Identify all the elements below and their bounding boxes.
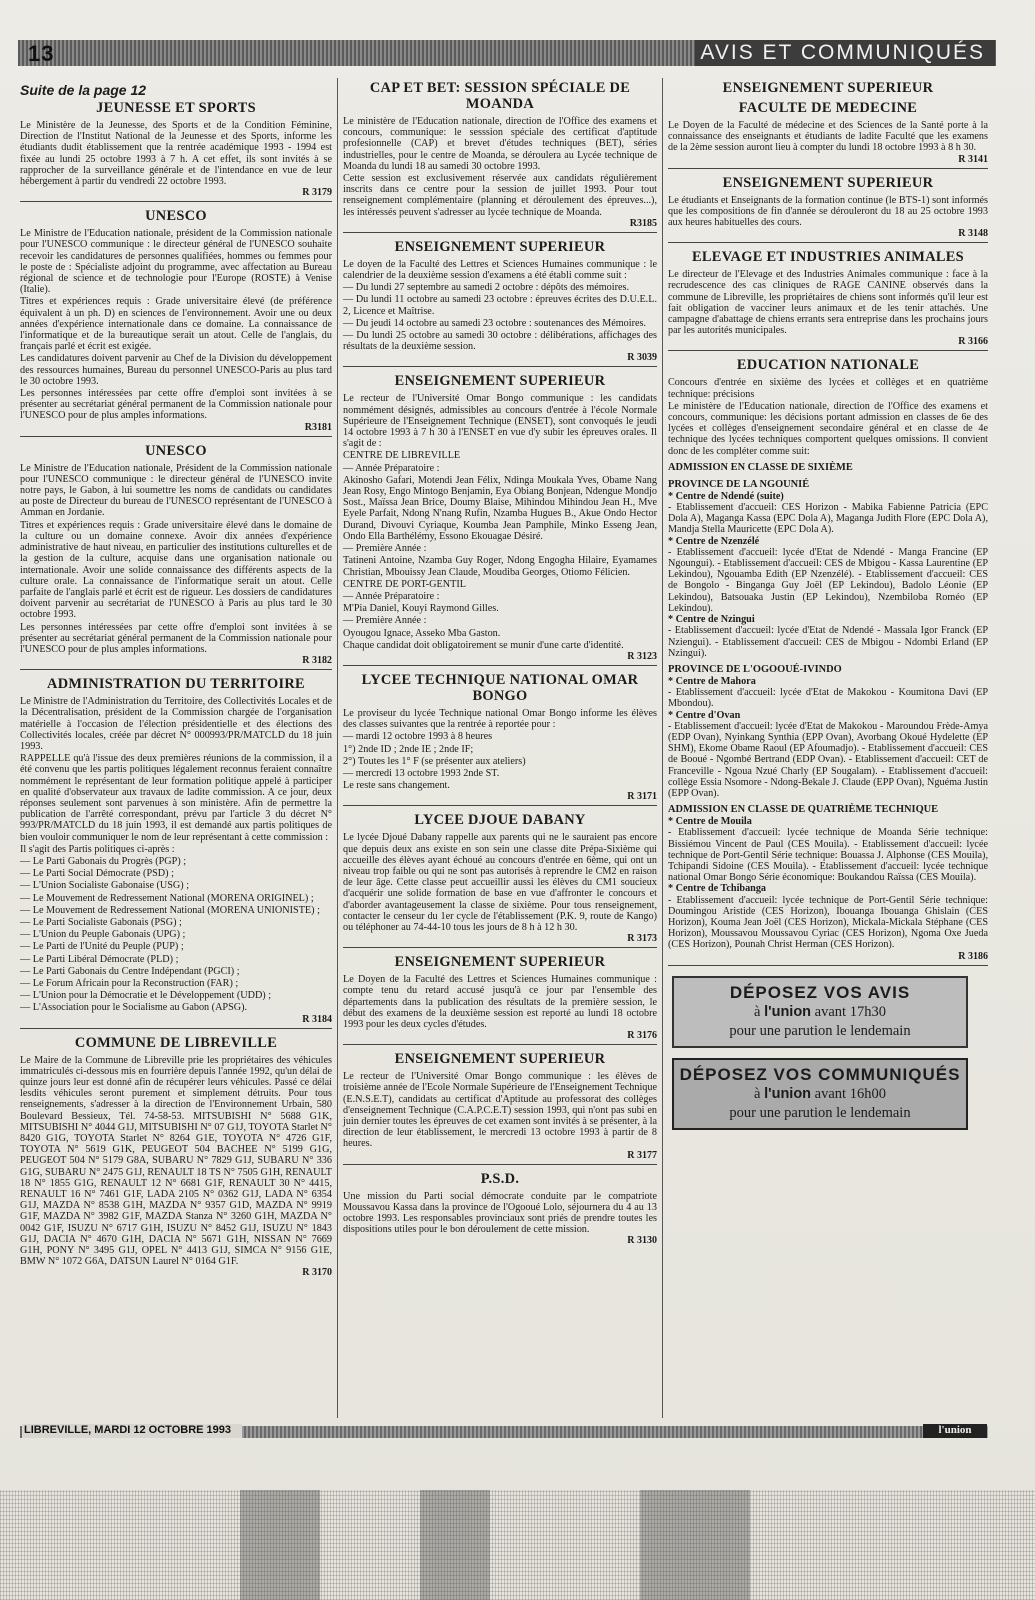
- article-body: Le proviseur du lycée Technique national Omar Bongo informe les élèves des classes suivantes que la rentrée à reportée pour :: [343, 707, 657, 731]
- ad-box-communiques: [672, 1058, 968, 1130]
- ad-note: pour une parution le lendemain: [729, 1022, 911, 1039]
- column-rule: [662, 78, 663, 1418]
- article-body: Cette session est exclusivement réservée aux candidats régulièrement inscrits dans ce centre pour la session de juillet 1993. Pour tout renseignement complémentaire (planning et déroulement des épreuves...), les intéressés peuvent s'adresser au lycée technique de Moanda.: [343, 173, 657, 218]
- brand-name: l'union: [764, 1085, 812, 1102]
- ad-deadline: à l'union avant 17h30: [754, 1003, 886, 1020]
- article-title: ENSEIGNEMENT SUPERIEUR: [394, 238, 606, 255]
- article-body: Le recteur de l'Université Omar Bongo communique : les candidats nommément désignés, admissibles au concours d'entrée à l'école Normale Supérieure de l'Enseignement Technique (ENSET), sont convoqués le jeudi 14 octobre 1993 à 7 h 30 à l'ENSET en vue d'y subir les épreuves orales. Il s'agit de :: [343, 393, 657, 450]
- list-item: Akinosho Gafari, Motendi Jean Félix, Ndinga Moukala Yves, Obame Nang Jean Rosy, Engo Mintogo Benjamin, Eya Obiang Bonjean, Ndengue Mondjo Sost., Maïssa Jean Brice, Doumy Blaise, Mihindou Mihindou Jean H., Mve Eyele Parfait, Ndong N'nang Rufin, Nzamba Hugues B., Akue Ondo Hector Durand, Divouvi Cyriaque, Koumba Jean Pamphile, Minko Esseng Jean, Ondo Ella Barthélémy, Essono Ekouagae Désiré.: [343, 474, 657, 542]
- article-title: ELEVAGE ET INDUSTRIES ANIMALES: [692, 249, 964, 266]
- article-body: Le Doyen de la Faculté des Lettres et Sciences Humaines communique : compte tenu du retard accusé jusqu'à ce jour par l'ensemble des départements dans la publication des résultats de la première session, le début des examens de la deuxième session est reporté au lundi 18 octobre 1993 pour les deux cycles d'études.: [343, 974, 657, 1030]
- scan-band: [420, 1490, 490, 1600]
- article-ref: R 3171: [627, 791, 657, 803]
- article-body: RAPPELLE qu'à l'issue des deux premières réunions de la commission, il a été convenu que les partis politiques légalement reconnus feraient connaître nommément le représentant de leur formation politique appelé à participer en qualité d'observateur aux travaux de ladite commission. A ce jour, deux réponses seulement sont parvenues à son ministère. Afin de permettre la publication de l'arrêté correspondant, prévu par l'article 3 du décret N° 993/PR/MATCLD du 18 juin 1993, il est demandé aux partis politiques de bien vouloir communiquer le nom de leur représentant à cette commission :: [20, 753, 332, 843]
- article-ref: R 3173: [627, 933, 657, 945]
- list-item: — L'Association pour le Socialisme au Gabon (APSG).: [20, 1002, 248, 1014]
- article-body: Le Ministère de la Jeunesse, des Sports et de la Condition Féminine, Direction de l'Institut National de la Jeunesse et des Sports, informe les étudiants dudit établissement que la rentrée académique 1993 - 1994 est fixée au lundi 25 octobre 1993 à 7 h. A cet effet, ils sont invités à se rapprocher de la surveillance générale et de l'intendance en vue de leur hébergement à partir du vendredi 22 octobre 1993.: [20, 120, 332, 188]
- article-ref: R 3176: [627, 1030, 657, 1042]
- article-ref: R 3141: [958, 153, 988, 165]
- ad-box-avis: [672, 976, 968, 1048]
- ad-headline: DÉPOSEZ VOS COMMUNIQUÉS: [679, 1064, 961, 1084]
- list-item: Oyougou Ignace, Asseko Mba Gaston.: [343, 627, 501, 639]
- list-item: — L'Union Socialiste Gabonaise (USG) ;: [20, 880, 190, 892]
- article-lycee-djoue-dabany: [343, 812, 657, 948]
- article-body: Les personnes intéressées par cette offre d'emploi sont invitées à se présenter au secrétariat général permanent de la Commission nationale pour l'UNESCO pour de plus amples informations.: [20, 621, 332, 655]
- list-item: — L'Union pour la Démocratie et le Développement (UDD) ;: [20, 990, 272, 1002]
- list-item: — Année Préparatoire :: [343, 462, 440, 474]
- centre-heading: * Centre de Nzingui: [668, 614, 755, 626]
- article-ref: R 3177: [627, 1149, 657, 1161]
- article-body: Le étudiants et Enseignants de la formation continue (le BTS-1) sont informés que les compositions de fin d'année se dérouleront du 18 au 25 octobre 1993 aux heures habituelles des cours.: [668, 194, 988, 229]
- centre-body: - Etablissement d'accueil: CES Horizon - Mabika Fabienne Patricia (EPC Dola A), Maganga Kassa (EPC Dola A), Maganga Judith Flore (EPC Dola A), Mandja Stella Mauricette (EPC Dola A).: [668, 502, 988, 536]
- list-item: — Année Préparatoire :: [343, 590, 440, 602]
- footer-dateline: LIBREVILLE, MARDI 12 OCTOBRE 1993: [22, 1424, 242, 1438]
- list-item: — mercredi 13 octobre 1993 2nde ST.: [343, 767, 500, 779]
- article-title: ENSEIGNEMENT SUPERIEUR: [394, 1051, 606, 1068]
- list-item: Le reste sans changement.: [343, 780, 450, 792]
- article-body: Le ministère de l'Education nationale, direction de l'Office des examens et concours, communique: le sesssion spéciale des certificat d'aptitude profesionnelle (CAP) et brevet d'études techniques (BET), séries industrielles, pour le centre de Moanda, se déroulera au Lycée technique de Moanda du lundi 18 au samedi 30 octobre 1993.: [343, 116, 657, 172]
- list-item: — Le Parti de l'Unité du Peuple (PUP) ;: [20, 941, 184, 953]
- article-body: Titres et expériences requis : Grade universitaire élevé dans le domaine de la culture ou un domaine connexe. Avoir dix années d'expérience administrative de haut niveau, en particulier des institutions culturelles et de la gestion de la culture, acquise dans une organisation nationale ou internationale. Avoir une solide connaissance des différents aspects de la culture orale. La connaissance de l'informatique serait un atout. Celle parfaite de l'anglais parlé et écrit est de rigueur. Les dossiers de candidatures doivent parvenir au secrétariat de l'UNESCO à Paris au plus tard le 30 octobre 1993.: [20, 519, 332, 621]
- article-body: Une mission du Parti social démocrate conduite par le compatriote Moussavou Kassa dans la province de l'Ogooué Lolo, séjournera du 4 au 13 octobre 1993. Les responsables provinciaux sont priés de prendre toutes les dispositions utiles pour le bon déroulement de cette mission.: [343, 1190, 657, 1236]
- article-body: Le Doyen de la Faculté de médecine et des Sciences de la Santé porte à la connaissance des enseignants et étudiants de ladite Faculté que les examens de la 2ème session auront lieu à compter du lundi 18 octobre 1993 à 8 h 30.: [668, 120, 988, 154]
- section-rubric: AVIS ET COMMUNIQUÉS: [695, 40, 995, 66]
- article-commune-libreville: [20, 1035, 332, 1282]
- article-enseignement-superieur-3: [343, 954, 657, 1045]
- centre-body: - Etablissement d'accueil: lycée d'Etat de Makokou - Koumitona Davi (EP Mbondou).: [668, 687, 988, 710]
- list-item: — Du lundi 27 septembre au samedi 2 octobre : dépôts des mémoires.: [343, 282, 630, 294]
- article-body: Le recteur de l'Université Omar Bongo communique : les élèves de troisième année de l'Ecole Normale Supérieure de l'Enseignement Technique (E.N.S.E.T), candidats au certificat d'Aptitude au professorat des collèges d'enseignement Technique (C.A.P.C.E.T) session 1993, qui n'ont pas subi en juin dernier toutes les épreuves de cet examen sont invités à se présenter, à la direction de leur établissement, le mercredi 13 octobre 1993 à partir de 8 heures.: [343, 1071, 657, 1150]
- list-item: — Le Parti Socialiste Gabonais (PSG) ;: [20, 916, 182, 928]
- article-body: Le Ministre de l'Education nationale, Président de la Commission nationale pour l'UNESCO communique : le directeur général de l'UNESCO invite notre pays, le Gabon, à lui soumettre les noms de candidats ou candidates au poste de Directeur du bureau de l'UNESCO représentant de l'UNESCO à Amman en Jordanie.: [20, 462, 332, 519]
- article-ref: R 3130: [627, 1235, 657, 1247]
- article-title: JEUNESSE ET SPORTS: [96, 100, 256, 116]
- list-item: — Première Année :: [343, 543, 427, 555]
- section-heading: PROVINCE DE LA NGOUNIÉ: [668, 478, 810, 490]
- article-subtitle: FACULTE DE MEDECINE: [738, 100, 918, 116]
- continuation-note: Suite de la page 12: [20, 82, 147, 98]
- list-item: Tatineni Antoine, Nzamba Guy Roger, Ndong Engogha Hilaire, Eyamames Christian, Mbouissy Jean Claude, Moudiba Georges, Otiomo Félicien.: [343, 555, 657, 578]
- list-item: — Le Parti Gabonais du Centre Indépendant (PGCI) ;: [20, 965, 240, 977]
- list-item: — Le Mouvement de Redressement National (MORENA ORIGINEL) ;: [20, 892, 314, 904]
- article-faculte-medecine: [668, 80, 988, 169]
- article-enseignement-superieur-1: [343, 239, 657, 368]
- article-body: Le Ministre de l'Administration du Territoire, des Collectivités Locales et de la Décentralisation, président de la Commission chargée de l'organisation matérielle à l'occasion de l'élection présidentielle et des élections des Collectivités locales, créée par décret N° 000993/PR/MATCLD du 18 juin 1993.: [20, 696, 332, 752]
- list-item: — Le Parti Libéral Démocrate (PLD) ;: [20, 953, 179, 965]
- article-title: UNESCO: [145, 442, 207, 459]
- centre-body: - Etablissement d'accueil: lycée d'Etat de Ndendé - Manga Francine (EP Ngoungui). - Etablissement d'accueil: CES de Mbigou - Kassa Laurentine (EP Lekindou), Ngouamba Edith (EP Nzenzélé). - Etablissement d'accueil: CES de Bongolo - Binganga Guy Joël (EP Lekindou), Badolo Léonie (EP Lekindou), Batsouaka Justin (EP Lekindou), Nzembiloba Roméo (EP Lekindou).: [668, 546, 988, 614]
- column-rule: [337, 78, 338, 1418]
- list-item: — Le Parti Social Démocrate (PSD) ;: [20, 868, 174, 880]
- ad-headline: DÉPOSEZ VOS AVIS: [729, 982, 911, 1002]
- article-body: Concours d'entrée en sixième des lycées et collèges et en quatrième technique: précisions: [668, 377, 988, 400]
- article-enseignement-superieur-4: [343, 1051, 657, 1164]
- article-title: COMMUNE DE LIBREVILLE: [74, 1034, 278, 1051]
- list-item: — Le Parti Gabonais du Progrès (PGP) ;: [20, 855, 187, 867]
- list-item: CENTRE DE LIBREVILLE: [343, 450, 461, 462]
- article-elevage: [668, 249, 988, 351]
- page-number: 13: [28, 41, 55, 66]
- article-ref: R 3184: [302, 1013, 332, 1025]
- section-heading: ADMISSION EN CLASSE DE QUATRIÈME TECHNIQUE: [668, 804, 939, 816]
- article-title: ADMINISTRATION DU TERRITOIRE: [47, 676, 305, 693]
- list-item: Chaque candidat doit obligatoirement se munir d'une carte d'identité.: [343, 639, 624, 651]
- article-title: ENSEIGNEMENT SUPERIEUR: [394, 373, 606, 390]
- scan-noise: [0, 1490, 1035, 1600]
- article-body: Le Maire de la Commune de Libreville prie les propriétaires des véhicules immatriculés ci-dessous mis en fourrière depuis l'année 1992, qu'un délai de quinze jours leur est donné afin de récupérer leurs véhicules. Passé ce délai lesdits véhicules seront purement et simplement détruits. Pour tous renseignements, s'adresser à la direction de l'Environnement Urbain, 580 Boulevard Bessieux, Tél. 74-58-53. MITSUBISHI N° 5688 G1K, MITSUBISHI N° 4044 G1J, MITSUBISHI N° 07 G1J, TOYOTA Starlet N° 8420 G1G, TOYOTA Starlet N° 8264 G1E, TOYOTA N° 4726 G1F, TOYOTA N° 5619 G1K, PEUGEOT 504 BACHEE N° 5199 G1G, PEUGEOT 504 N° 5179 G8A, SUBARU N° 7829 G1J, SUBARU N° 336 G1G, SUBARU N° 2475 G1J, RENAULT 18 TS N° 7505 G1H, RENAULT 18 N° 1855 G1G, RENAULT 12 N° 6681 G1F, RENAULT 30 N° 4415, RENAULT 16 N° 7461 G1F, LADA 2105 N° 0362 G1J, LADA N° 6354 G1J, MAZDA N° 8538 G1H, MAZDA N° 9357 G1D, MAZDA N° 9919 G1F, MAZDA N° 3982 G1F, MAZDA Stanza N° 3260 G1H, MAZDA N° 0042 G1F, ISUZU N° 6717 G1H, ISUZU N° 8452 G1J, ISUZU N° 1843 G1J, DACIA N° 4670 G1H, DACIA N° 5671 G1H, NISSAN N° 7669 G1H, PONY N° 3495 G1J, OPEL N° 4413 G1J, SIMCA N° 9156 G1E, BMW N° 1072 G6A, DATSUN Laurel N° 0164 G1F.: [20, 1054, 332, 1268]
- column-1: [20, 78, 332, 1287]
- list-item: — mardi 12 octobre 1993 à 8 heures: [343, 731, 493, 743]
- article-unesco-1: [20, 208, 332, 436]
- article-ref: R3185: [629, 217, 657, 229]
- article-ref: R 3182: [302, 655, 332, 667]
- article-jeunesse-sports: [20, 100, 332, 202]
- article-administration-territoire: [20, 676, 332, 1028]
- article-ref: R 3170: [302, 1267, 332, 1279]
- article-title: UNESCO: [145, 208, 207, 225]
- article-title: ENSEIGNEMENT SUPERIEUR: [722, 80, 934, 96]
- column-2: [343, 78, 657, 1255]
- centre-heading: * Centre de Ndendé (suite): [668, 490, 784, 502]
- article-body: Le ministère de l'Education nationale, direction de l'Office des examens et concours, communique: les décisions portant admission en classes de 6e des lycées et collèges d'enseignement secondaire général et en classe de 4e technique des lycées techniques comportent quelques omissions. Il convient donc de les compléter comme suit:: [668, 400, 988, 457]
- article-title: LYCEE TECHNIQUE NATIONAL OMAR BONGO: [361, 671, 639, 704]
- section-heading: ADMISSION EN CLASSE DE SIXIÈME: [668, 461, 853, 473]
- article-ref: R 3148: [958, 228, 988, 240]
- article-ref: R 3123: [627, 650, 657, 662]
- centre-heading: * Centre de Mahora: [668, 675, 756, 687]
- article-enseignement-superieur-2: [343, 373, 657, 665]
- centre-body: - Etablissement d'accueil: lycée technique de Moanda Série technique: Bissiémou Vincent de Paul (CES Mouila). - Etablissement d'accueil: lycée technique de Port-Gentil Série technique: Bouassa J. Alphonse (CES Mouila), Tchipandi Sidoine (CES Mouila). - Etablissement d'accueil: lycée technique national Omar Bongo Série économique: Boukandou Raïssa (CES Mouila).: [668, 827, 988, 884]
- article-body: Titres et expériences requis : Grade universitaire élevé (de préférence équivalent à un ph. D) en sciences de l'environnement. Avoir une ou deux années d'expérience internationale dans ce domaine. La connaissance de l'informatique et de la bureautique serait un atout. Celle de l'anglais, du français parlé et écrit est exigée.: [20, 296, 332, 353]
- article-title: LYCEE DJOUE DABANY: [414, 812, 586, 829]
- centre-body: - Etablissement d'accueil: lycée technique de Port-Gentil Série technique: Doumingou Aristide (CES Horizon), Ibouanga Ibouanga Ghislain (CES Horizon), Kouma Jean Joël (CES Horizon), Mickala-Mickala Stéphane (CES Horizon), Moussavou Moussavou Cyriac (CES Horizon), Ngoma Oxe Jueda (CES Horizon), Pounah Christ Herman (CES Horizon).: [668, 894, 988, 951]
- centre-heading: * Centre de Tchibanga: [668, 883, 767, 895]
- article-cap-bet: [343, 80, 657, 233]
- centre-heading: * Centre de Nzenzélé: [668, 535, 760, 547]
- list-item: — Le Forum Africain pour la Reconstruction (FAR) ;: [20, 978, 239, 989]
- article-enseignement-superieur-bts: [668, 175, 988, 244]
- list-item: 1°) 2nde ID ; 2nde IE ; 2nde IF;: [343, 743, 474, 755]
- list-item: — Du lundi 25 octobre au samedi 30 octobre : délibérations, affichages des résultats de la deuxième session.: [343, 330, 657, 353]
- list-item: — Du lundi 11 octobre au samedi 23 octobre : épreuves écrites des D.U.E.L. 2, Licence et Maîtrise.: [343, 294, 657, 317]
- scan-band: [240, 1490, 320, 1600]
- article-ref: R 3179: [302, 187, 332, 199]
- article-psd: [343, 1171, 657, 1250]
- article-title: EDUCATION NATIONALE: [736, 357, 920, 374]
- list-item: — Du jeudi 14 octobre au samedi 23 octobre : soutenances des Mémoires.: [343, 317, 646, 329]
- article-title: ENSEIGNEMENT SUPERIEUR: [394, 954, 606, 971]
- article-title: CAP ET BET: SESSION SPÉCIALE DE MOANDA: [369, 80, 631, 112]
- centre-body: - Etablissement d'accueil: lycée d'Etat de Makokou - Maroundou Frède-Amya (EDP Ovan), Nyinkang Synthia (EPP Ovan), Avorbang Okoué Hydelette (EP SHM), Ekome Obame Raoul (EP Afoumadjo). - Etablissement d'accueil: CES de Booué - Ngombé Bertrand (EDP Ovan). - Etablissement d'accueil: CET de Franceville - Ngoua Nzué Charly (EP Sougalam). - Etablissement d'accueil: collège Essia Nsomore - Ndong-Bekale J. Claude (EPP Ovan), Nguéma Justin (EPP Ovan).: [668, 720, 988, 799]
- ad-deadline: à l'union avant 16h00: [754, 1085, 886, 1102]
- article-body: Les candidatures doivent parvenir au Chef de la Division du développement des ressources humaines, Bureau du personnel UNESCO-Paris au plus tard le 30 octobre 1993.: [20, 353, 332, 387]
- list-item: CENTRE DE PORT-GENTIL: [343, 578, 466, 590]
- article-lycee-technique-omar-bongo: [343, 672, 657, 806]
- article-unesco-2: [20, 443, 332, 670]
- scan-band: [640, 1490, 750, 1600]
- list-item: — Première Année :: [343, 615, 427, 627]
- list-item: M'Pia Daniel, Kouyi Raymond Gilles.: [343, 603, 499, 615]
- article-title: P.S.D.: [480, 1170, 520, 1187]
- article-body: Les personnes intéressées par cette offre d'emploi sont invitées à se présenter au secrétariat général permanent de la Commission nationale pour l'UNESCO pour de plus amples informations.: [20, 388, 332, 422]
- column-3: [668, 78, 988, 1130]
- centre-heading: * Centre de Mouila: [668, 816, 752, 828]
- article-body: Le lycée Djoué Dabany rappelle aux parents qui ne le sauraient pas encore que depuis deux ans existe en son sein une classe dite Prépa-Sixième qui accueille des élèves ayant échoué au concours d'entrée en 6ème, qui ont un niveau trop faible ou qui ne sont pas autorisés à reprendre le CM2 en raison de leur âge. Cette classe peut accueillir aussi les élèves du CM1 soucieux d'acquérir une solide formation de base en vue d'affronter le concours et d'aborder avantageusement la classe de sixième. Pour tous renseignement, contacter le censeur du 1er cycle de l'établissement (P.K. 9, route de Kango) ou téléphoner au 74-44-10 tous les jours de 8 h à 12 h 30.: [343, 832, 657, 933]
- list-item: 2°) Toutes les 1° F (se présenter aux ateliers): [343, 755, 526, 767]
- list-item: — Le Mouvement de Redressement National (MORENA UNIONISTE) ;: [20, 904, 320, 916]
- centre-body: - Etablissement d'accueil: lycée d'Etat de Ndendé - Massala Igor Franck (EP Nziengui). - Etablissement d'accueil: CES de Mbigou - Ndombi Erland (EP Nzingui).: [668, 625, 988, 659]
- ad-note: pour une parution le lendemain: [729, 1104, 911, 1121]
- article-body: Le doyen de la Faculté des Lettres et Sciences Humaines communique : le calendrier de la deuxième session d'examens a été établi comme suit :: [343, 258, 657, 282]
- article-title: ENSEIGNEMENT SUPERIEUR: [722, 174, 934, 191]
- footer-brand: l'union: [923, 1424, 987, 1438]
- list-item: — L'Union du Peuple Gabonais (UPG) ;: [20, 929, 186, 941]
- article-ref: R 3039: [627, 352, 657, 364]
- article-body: Il s'agit des Partis politiques ci-après :: [20, 843, 175, 855]
- article-ref: R3181: [304, 421, 332, 433]
- section-heading: PROVINCE DE L'OGOOUÉ-IVINDO: [668, 663, 842, 675]
- article-ref: R 3186: [958, 950, 988, 962]
- centre-heading: * Centre d'Ovan: [668, 709, 741, 721]
- article-ref: R 3166: [958, 336, 988, 348]
- article-body: Le Ministre de l'Education nationale, président de la Commission nationale pour l'UNESCO communique : le directeur général de l'UNESCO souhaite recevoir les candidatures de personnes qualifiées, hommes ou femmes pour le poste de : Spécialiste adjoint du programme, avec affectation au Bureau régional de science et de technologie pour l'Europe (ROSTE) à Venise (Italie).: [20, 228, 332, 296]
- article-body: Le directeur de l'Elevage et des Industries Animales communique : face à la recrudescence des cas cliniques de RAGE CANINE observés dans la commune de Libreville, les propriétaires de chiens sont informés qu'il leur est fait obligation de vacciner leurs animaux et de les tenir attachés. Une campagne d'abattage de chiens errants sera entreprise dans les prochains jours par les autorités municipales.: [668, 269, 988, 337]
- brand-name: l'union: [764, 1003, 812, 1020]
- article-education-nationale: [668, 357, 988, 965]
